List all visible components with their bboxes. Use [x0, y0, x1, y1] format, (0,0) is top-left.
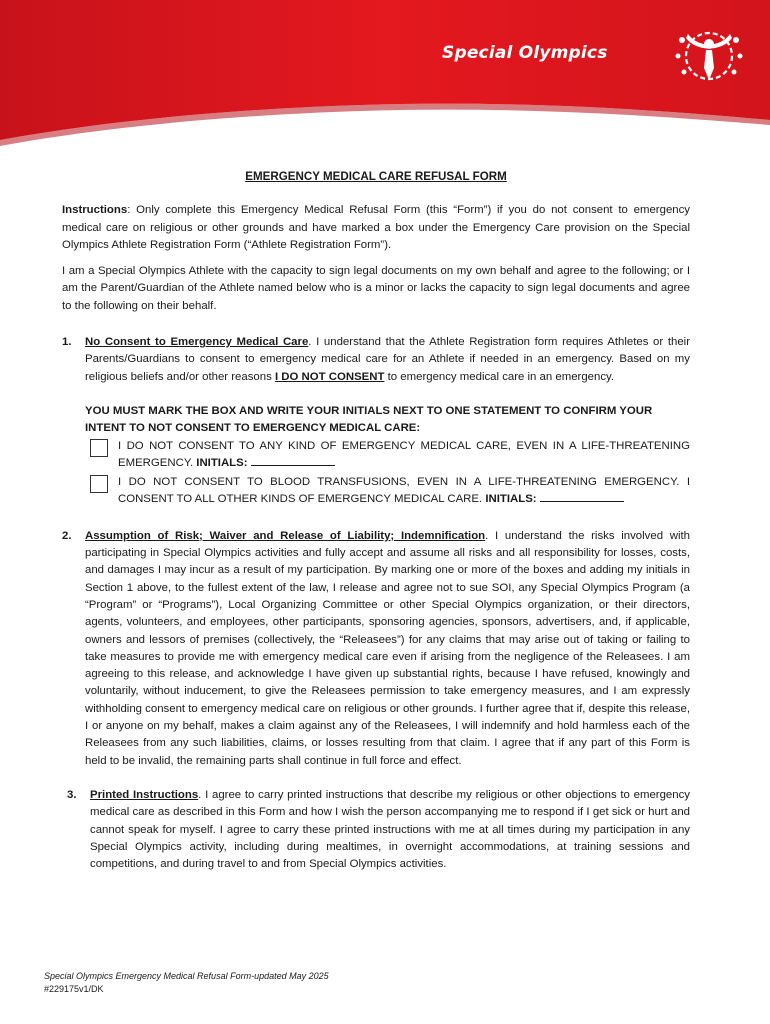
option-1-initials-colon: : [243, 456, 248, 469]
section-1-number: 1. [62, 336, 72, 349]
option-2-initials-colon: : [532, 493, 537, 506]
mark-instruction-colon: : [416, 422, 421, 435]
option-1-initials-label: INITIALS [196, 456, 244, 469]
section-2-text: . I understand the risks involved with participating in Special Olympics activities and fully accept and assume all risks and all responsibility for losses, costs, and damages I may incur as a result of my participation. By marking one or more of the boxes and adding my initials in Section 1 above, to the fullest extent of the law, I release and agree not to sue SOI, any Special Olympics Program (a “Program” or “Programs”), Local Organizing Committee or other Special Olympics organization, or their directors, agents, volunteers, and employees, other participants, sponsoring agencies, sponsors, advertisers, and, if applicable, owners and lessors of premises (collectively, the “Releasees”) for any claims that may arise out of taking or failing to take measures to provide me with emergency medical care even if arising from the negligence of the Releasees. I am agreeing to this release, and acknowledge I have given up substantial rights, because I have refused, knowingly and voluntarily, without inducement, to give the Releasees permission to take emergency measures, and I am expressly withholding consent to emergency medical care on religious or other grounds. I further agree that if, despite this release, I or anyone on my behalf, makes a claim against any of the Releasees, I will indemnify and hold harmless each of the Releasees from any such liabilities, claims, or losses resulting from that claim. I agree that if any part of this Form is held to be invalid, the remaining parts shall continue in full force and effect. [85, 529, 690, 767]
section-3-body [90, 787, 690, 873]
option-1-checkbox[interactable] [90, 439, 108, 457]
option-2-text: I DO NOT CONSENT TO BLOOD TRANSFUSIONS, EVEN IN A LIFE-THREATENING EMERGENCY. I CONSENT TO ALL OTHER KINDS OF EMERGENCY MEDICAL CARE. [118, 476, 690, 506]
section-1-heading: No Consent to Emergency Medical Care [85, 336, 309, 349]
section-2-heading: Assumption of Risk; Waiver and Release of Liability; Indemnification [85, 529, 486, 542]
mark-instruction-text: YOU MUST MARK THE BOX AND WRITE YOUR INITIALS NEXT TO ONE STATEMENT TO CONFIRM YOUR INTENT TO NOT CONSENT TO EMERGENCY MEDICAL CARE [85, 404, 653, 435]
option-2-initials-field[interactable] [540, 491, 624, 502]
section-1-text-a: . I understand that the Athlete Registration form requires Athletes or their Parents/Guardians to consent to emergency medical care for an Athlete if needed in an emergency. Based on my religious beliefs and/or other reasons [85, 336, 691, 383]
option-2-initials-label: INITIALS [485, 493, 533, 506]
header-banner [0, 0, 770, 150]
section-1-text-b: to emergency medical care in an emergency. [384, 370, 615, 383]
intro-paragraph: I am a Special Olympics Athlete with the capacity to sign legal documents on my own behalf and agree to the following; or I am the Parent/Guardian of the Athlete named below who is a minor or lacks the capacity to sign legal documents and agree to the following on their behalf. [62, 265, 690, 312]
section-3 [62, 787, 690, 873]
section-1-body [85, 334, 690, 386]
special-olympics-logo-icon [668, 22, 750, 90]
refusal-form-document [62, 168, 690, 873]
option-1-initials-field[interactable] [251, 455, 335, 466]
section-2-number: 2. [62, 529, 72, 542]
brand-name: Special Olympics [442, 43, 608, 63]
option-2-checkbox[interactable] [90, 475, 108, 493]
section-2 [62, 528, 690, 770]
mark-instruction [85, 403, 690, 438]
instructions-paragraph [62, 202, 690, 254]
form-title: EMERGENCY MEDICAL CARE REFUSAL FORM [245, 170, 507, 183]
section-3-text: . I agree to carry printed instructions that describe my religious or other objections to emergency medical care as described in this Form and how I wish the person accompanying me to respond if I get sick or hurt and cannot speak for myself. I agree to carry these printed instructions with me at all times during my participation in any Special Olympics activity, including during mealtimes, in overnight accommodations, at training sessions and competitions, and during travel to and from Special Olympics activities. [90, 788, 690, 871]
page-footer [44, 970, 329, 996]
section-3-number: 3. [67, 788, 77, 801]
section-3-heading: Printed Instructions [90, 788, 199, 801]
footer-document-id: #229175v1/DK [44, 984, 104, 994]
option-no-blood-transfusion [85, 474, 690, 509]
option-no-emergency-care [85, 438, 690, 473]
instructions-label: Instructions [62, 204, 128, 217]
section-1-emphasis: I DO NOT CONSENT [274, 370, 385, 383]
red-swoosh-banner [0, 0, 770, 150]
section-2-body [85, 528, 690, 770]
section-1 [62, 334, 690, 509]
option-1-text: I DO NOT CONSENT TO ANY KIND OF EMERGENCY MEDICAL CARE, EVEN IN A LIFE-THREATENING EMERGENCY. [118, 439, 690, 469]
instructions-text: : Only complete this Emergency Medical Refusal Form (this “Form”) if you do not consent to emergency medical care on religious or other grounds and have marked a box under the Emergency Care provision on the Special Olympics Athlete Registration Form (“Athlete Registration Form”). [62, 204, 690, 251]
footer-form-version: Special Olympics Emergency Medical Refusal Form-updated May 2025 [44, 971, 329, 981]
